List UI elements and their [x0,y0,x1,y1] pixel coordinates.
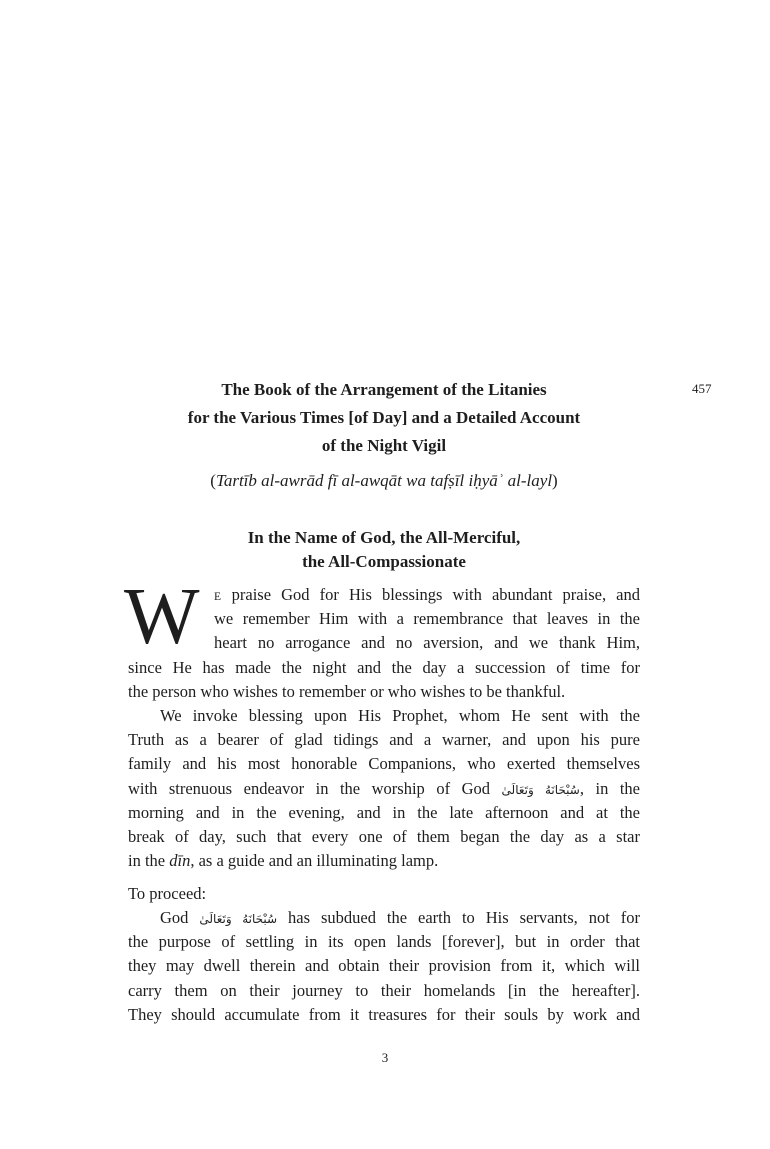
margin-page-number: 457 [692,381,712,396]
paragraph-3-line-1 [128,906,640,930]
paragraph-2-line-4 [128,777,640,801]
paragraph-2-line-7 [128,849,640,873]
arabic-honorific: سُبْحَانَهُ وَتَعَالَىٰ [501,782,580,797]
paragraph-1 [124,573,640,704]
chapter-title-line-2: for the Various Times [of Day] and a Detailed Account [187,408,581,427]
arabic-title-transliteration [128,468,640,494]
paragraph-1-line-4: since He has made the night and the day a succession of time for [128,657,640,677]
paragraph-2-line-6: break of day, such that every one of them began the day as a star [128,826,640,846]
to-proceed-text: To proceed: [128,884,207,903]
subtitle-open-paren: ( [210,471,216,490]
arabic-honorific-2: سُبْحَانَهُ وَتَعَالَىٰ [199,912,278,926]
paragraph-2-line-7-after: , as a guide and an illuminating lamp. [190,851,439,871]
paragraph-1-line-1-text: praise God for His blessings with abundant praise, and [221,585,640,604]
paragraph-3-line-4: carry them on their journey to their homelands [in the hereafter]. [128,980,640,1000]
bismillah-line-2: the All-Compassionate [302,552,466,571]
bismillah-heading [128,526,640,574]
subtitle-transliteration: Tartīb al-awrād fī al-awqāt wa tafṣīl iḥyāʾ al-layl [215,471,553,490]
paragraph-2-line-5: morning and in the evening, and in the late afternoon and at the [128,802,640,822]
paragraph-3-line-3: they may dwell therein and obtain their provision from it, which will [128,956,640,976]
chapter-title-line-1: The Book of the Arrangement of the Litanies [221,380,547,399]
paragraph-2 [128,704,640,873]
paragraph-1-line-2: we remember Him with a remembrance that leaves in the [214,609,640,629]
italic-term-din: dīn [169,851,191,871]
chapter-title [128,376,640,460]
paragraph-3-line-1-after: has subdued the earth to His servants, not for [277,908,641,927]
paragraph-3 [128,906,640,1027]
paragraph-2-line-1: We invoke blessing upon His Prophet, whom He sent with the [160,706,640,725]
bismillah-line-1: In the Name of God, the All-Merciful, [247,528,521,547]
paragraph-1-line-1 [214,583,640,607]
paragraph-2-line-7-before: in the [128,851,170,871]
paragraph-2-line-2: Truth as a bearer of glad tidings and a warner, and upon his pure [128,730,640,750]
paragraph-3-line-2: the purpose of settling in its open lands [forever], but in order that [128,932,640,952]
to-proceed [128,882,640,906]
first-word-smallcaps: E [214,591,222,603]
paragraph-1-line-5: the person who wishes to remember or who wishes to be thankful. [128,681,566,701]
subtitle-close-paren: ) [552,471,558,490]
paragraph-2-line-4-before: with strenuous endeavor in the worship of God [128,778,502,798]
chapter-title-line-3: of the Night Vigil [321,436,447,455]
paragraph-3-line-1-before: God [160,908,200,927]
paragraph-2-line-4-after: , in the [579,778,641,798]
drop-cap: W [124,573,200,661]
paragraph-1-line-3: heart no arrogance and no aversion, and we thank Him, [214,633,640,653]
paragraph-2-line-3: family and his most honorable Companions, who exerted themselves [128,754,640,774]
paragraph-3-line-5: They should accumulate from it treasures for their souls by work and [128,1004,640,1024]
page-number: 3 [381,1050,389,1065]
